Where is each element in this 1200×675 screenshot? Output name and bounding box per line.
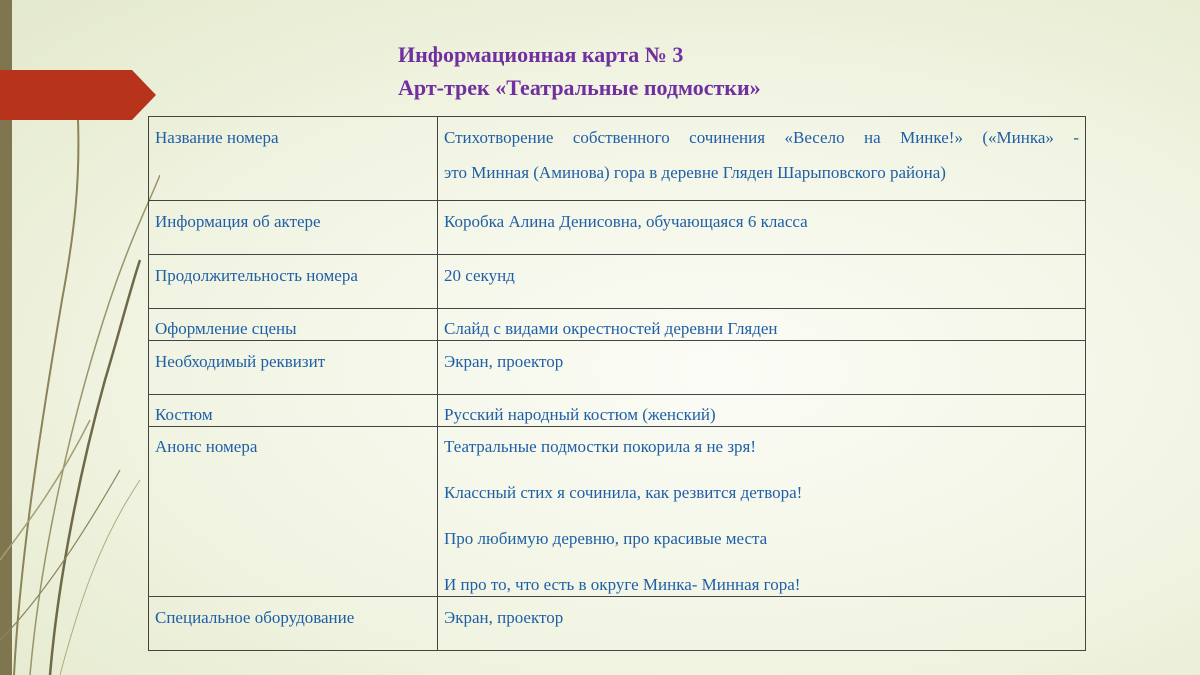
value-line: 20 секунд: [444, 266, 515, 285]
row-label: Название номера: [149, 117, 438, 201]
row-value: [438, 341, 1086, 395]
slide-title-line-1: Информационная карта № 3: [398, 42, 684, 67]
info-table: [148, 116, 1086, 651]
table-row: [149, 395, 1086, 427]
value-line: Классный стих я сочинила, как резвится детвора!: [444, 483, 803, 502]
row-value: [438, 117, 1086, 201]
value-line: это Минная (Аминова) гора в деревне Гляден Шарыповского района): [444, 163, 946, 182]
value-line: Театральные подмостки покорила я не зря!: [444, 437, 757, 456]
red-arrow-shape: [0, 70, 160, 120]
value-line: Экран, проектор: [444, 608, 564, 627]
row-label: Информация об актере: [149, 201, 438, 255]
table-row: [149, 597, 1086, 651]
row-value: [438, 201, 1086, 255]
row-label: Специальное оборудование: [149, 597, 438, 651]
table-row: [149, 427, 1086, 597]
table-row: [149, 255, 1086, 309]
row-value: [438, 427, 1086, 597]
value-line: Про любимую деревню, про красивые места: [444, 529, 768, 548]
row-label: Оформление сцены: [149, 309, 438, 341]
value-line: Слайд с видами окрестностей деревни Гляден: [444, 319, 778, 338]
row-label: Необходимый реквизит: [149, 341, 438, 395]
value-line: Экран, проектор: [444, 352, 564, 371]
row-label: Продолжительность номера: [149, 255, 438, 309]
row-value: [438, 597, 1086, 651]
value-line: Стихотворение собственного сочинения «Весело на Минке!» («Минка» -: [444, 128, 1079, 147]
row-value: [438, 309, 1086, 341]
value-line: Коробка Алина Денисовна, обучающаяся 6 класса: [444, 212, 808, 231]
row-label: Костюм: [149, 395, 438, 427]
slide-title: [398, 38, 761, 104]
table-row: [149, 309, 1086, 341]
slide-title-line-2: Арт-трек «Театральные подмостки»: [398, 75, 761, 100]
table-row: [149, 117, 1086, 201]
value-line: И про то, что есть в округе Минка- Минная гора!: [444, 575, 801, 594]
row-value: [438, 255, 1086, 309]
table-row: [149, 201, 1086, 255]
row-label: Анонс номера: [149, 427, 438, 597]
table-row: [149, 341, 1086, 395]
row-value: [438, 395, 1086, 427]
value-line: Русский народный костюм (женский): [444, 405, 716, 424]
